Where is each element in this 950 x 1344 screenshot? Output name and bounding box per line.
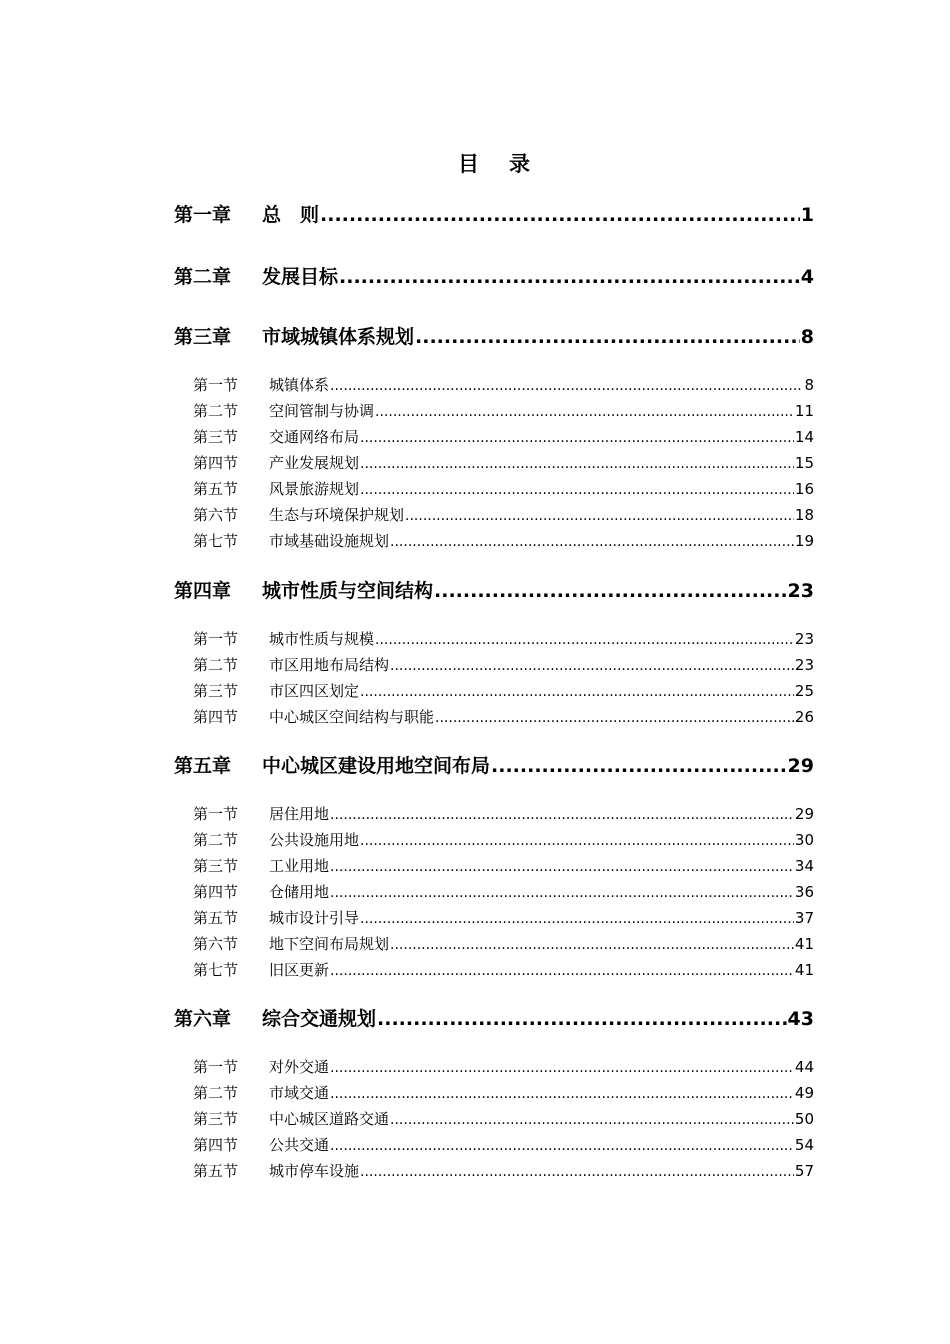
toc-section-entry[interactable] <box>193 1056 814 1078</box>
section-title: 市域交通 <box>269 1084 330 1102</box>
chapter-title: 综合交通规划 <box>262 1008 377 1030</box>
section-number: 第四节 <box>193 883 239 901</box>
dot-leader <box>377 1008 787 1030</box>
section-number: 第二节 <box>193 656 239 674</box>
section-title: 市域基础设施规划 <box>269 532 390 550</box>
chapter-title: 城市性质与空间结构 <box>262 580 434 602</box>
section-page-number: 41 <box>794 935 814 953</box>
toc-section-entry[interactable] <box>193 374 814 396</box>
toc-chapter-entry[interactable] <box>174 322 814 348</box>
section-title: 仓储用地 <box>269 883 330 901</box>
section-title: 旧区更新 <box>269 961 330 979</box>
dot-leader <box>330 376 803 394</box>
toc-chapter-entry[interactable] <box>174 576 814 602</box>
section-number: 第五节 <box>193 1162 239 1180</box>
section-number: 第六节 <box>193 506 239 524</box>
section-number: 第六节 <box>193 935 239 953</box>
toc-section-entry[interactable] <box>193 959 814 981</box>
section-title: 地下空间布局规划 <box>269 935 390 953</box>
dot-leader <box>360 428 794 446</box>
section-number: 第四节 <box>193 708 239 726</box>
section-page-number: 23 <box>794 630 814 648</box>
section-page-number: 16 <box>794 480 814 498</box>
dot-leader <box>415 326 800 348</box>
dot-leader <box>330 857 794 875</box>
section-page-number: 30 <box>794 831 814 849</box>
toc-section-entry[interactable] <box>193 628 814 650</box>
dot-leader <box>330 1136 794 1154</box>
section-page-number: 26 <box>794 708 814 726</box>
chapter-number: 第一章 <box>174 204 232 226</box>
section-number: 第七节 <box>193 961 239 979</box>
section-page-number: 29 <box>794 805 814 823</box>
section-page-number: 57 <box>794 1162 814 1180</box>
dot-leader <box>390 532 794 550</box>
chapter-title: 总 则 <box>262 204 320 226</box>
section-page-number: 15 <box>794 454 814 472</box>
chapter-title: 市域城镇体系规划 <box>262 326 415 348</box>
section-number: 第二节 <box>193 1084 239 1102</box>
toc-section-entry[interactable] <box>193 1160 814 1182</box>
section-number: 第一节 <box>193 376 239 394</box>
section-number: 第三节 <box>193 428 239 446</box>
section-title: 公共设施用地 <box>269 831 360 849</box>
dot-leader <box>330 1084 794 1102</box>
dot-leader <box>491 755 787 777</box>
dot-leader <box>434 580 787 602</box>
toc-chapter-entry[interactable] <box>174 751 814 777</box>
chapter-number: 第二章 <box>174 266 232 288</box>
section-title: 中心城区空间结构与职能 <box>269 708 435 726</box>
section-page-number: 41 <box>794 961 814 979</box>
toc-section-entry[interactable] <box>193 1082 814 1104</box>
toc-section-entry[interactable] <box>193 881 814 903</box>
section-title: 市区用地布局结构 <box>269 656 390 674</box>
chapter-page-number: 43 <box>787 1008 814 1030</box>
dot-leader <box>360 454 794 472</box>
dot-leader <box>339 266 800 288</box>
toc-section-entry[interactable] <box>193 426 814 448</box>
section-title: 城市停车设施 <box>269 1162 360 1180</box>
section-number: 第一节 <box>193 630 239 648</box>
section-number: 第三节 <box>193 857 239 875</box>
chapter-number: 第六章 <box>174 1008 232 1030</box>
dot-leader <box>390 656 794 674</box>
dot-leader <box>360 682 794 700</box>
chapter-page-number: 29 <box>787 755 814 777</box>
section-number: 第二节 <box>193 831 239 849</box>
dot-leader <box>375 402 794 420</box>
section-page-number: 11 <box>794 402 814 420</box>
section-number: 第三节 <box>193 682 239 700</box>
toc-section-entry[interactable] <box>193 933 814 955</box>
dot-leader <box>360 1162 794 1180</box>
toc-chapter-entry[interactable] <box>174 1004 814 1030</box>
toc-section-entry[interactable] <box>193 400 814 422</box>
section-title: 交通网络布局 <box>269 428 360 446</box>
toc-section-entry[interactable] <box>193 829 814 851</box>
section-title: 城市性质与规模 <box>269 630 375 648</box>
section-title: 城镇体系 <box>269 376 330 394</box>
section-page-number: 8 <box>804 376 814 394</box>
section-title: 对外交通 <box>269 1058 330 1076</box>
toc-section-entry[interactable] <box>193 803 814 825</box>
chapter-number: 第四章 <box>174 580 232 602</box>
toc-section-entry[interactable] <box>193 706 814 728</box>
toc-chapter-entry[interactable] <box>174 200 814 226</box>
chapter-page-number: 4 <box>800 266 814 288</box>
chapter-page-number: 23 <box>787 580 814 602</box>
section-page-number: 23 <box>794 656 814 674</box>
dot-leader <box>360 909 794 927</box>
section-number: 第三节 <box>193 1110 239 1128</box>
section-page-number: 36 <box>794 883 814 901</box>
chapter-title: 发展目标 <box>262 266 339 288</box>
toc-section-entry[interactable] <box>193 907 814 929</box>
section-page-number: 49 <box>794 1084 814 1102</box>
section-page-number: 19 <box>794 532 814 550</box>
chapter-page-number: 8 <box>800 326 814 348</box>
dot-leader <box>390 935 794 953</box>
section-title: 城市设计引导 <box>269 909 360 927</box>
section-title: 生态与环境保护规划 <box>269 506 405 524</box>
dot-leader <box>330 805 794 823</box>
dot-leader <box>330 1058 794 1076</box>
section-number: 第七节 <box>193 532 239 550</box>
chapter-number: 第五章 <box>174 755 232 777</box>
dot-leader <box>405 506 794 524</box>
section-title: 风景旅游规划 <box>269 480 360 498</box>
dot-leader <box>375 630 794 648</box>
dot-leader <box>320 204 800 226</box>
section-page-number: 54 <box>794 1136 814 1154</box>
toc-section-entry[interactable] <box>193 478 814 500</box>
dot-leader <box>330 883 794 901</box>
toc-section-entry[interactable] <box>193 452 814 474</box>
section-number: 第四节 <box>193 1136 239 1154</box>
toc-section-entry[interactable] <box>193 1108 814 1130</box>
dot-leader <box>435 708 794 726</box>
section-number: 第五节 <box>193 480 239 498</box>
section-page-number: 50 <box>794 1110 814 1128</box>
toc-section-entry[interactable] <box>193 855 814 877</box>
toc-title-part1: 目 <box>458 152 481 176</box>
dot-leader <box>330 961 794 979</box>
chapter-number: 第三章 <box>174 326 232 348</box>
toc-section-entry[interactable] <box>193 680 814 702</box>
dot-leader <box>360 480 794 498</box>
section-title: 空间管制与协调 <box>269 402 375 420</box>
chapter-title: 中心城区建设用地空间布局 <box>262 755 491 777</box>
section-number: 第五节 <box>193 909 239 927</box>
section-title: 公共交通 <box>269 1136 330 1154</box>
section-title: 产业发展规划 <box>269 454 360 472</box>
section-number: 第一节 <box>193 805 239 823</box>
section-number: 第二节 <box>193 402 239 420</box>
chapter-page-number: 1 <box>800 204 814 226</box>
section-title: 市区四区划定 <box>269 682 360 700</box>
toc-section-entry[interactable] <box>193 504 814 526</box>
section-number: 第四节 <box>193 454 239 472</box>
section-title: 工业用地 <box>269 857 330 875</box>
toc-title-part2: 录 <box>509 152 532 176</box>
toc-section-entry[interactable] <box>193 1134 814 1156</box>
section-page-number: 18 <box>794 506 814 524</box>
section-page-number: 14 <box>794 428 814 446</box>
toc-section-entry[interactable] <box>193 654 814 676</box>
toc-section-entry[interactable] <box>193 530 814 552</box>
toc-chapter-entry[interactable] <box>174 262 814 288</box>
dot-leader <box>390 1110 794 1128</box>
section-page-number: 34 <box>794 857 814 875</box>
section-page-number: 25 <box>794 682 814 700</box>
section-page-number: 44 <box>794 1058 814 1076</box>
section-page-number: 37 <box>794 909 814 927</box>
section-title: 中心城区道路交通 <box>269 1110 390 1128</box>
section-number: 第一节 <box>193 1058 239 1076</box>
dot-leader <box>360 831 794 849</box>
section-title: 居住用地 <box>269 805 330 823</box>
